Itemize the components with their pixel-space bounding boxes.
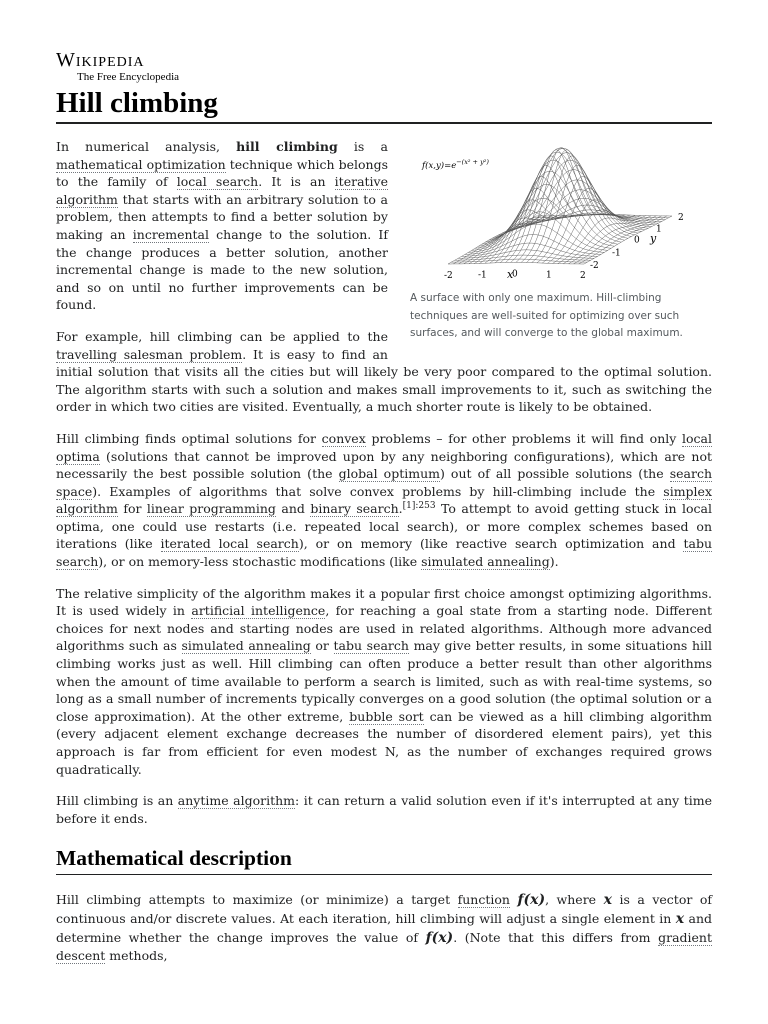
paragraph-convex: Hill climbing finds optimal solutions for convex problems – for other problems it will find only local optima (solutions that cannot be improved upon by any neighboring configurations), which are not necessarily the best possible solution (the global optimum) out of all possible solutions (the search space). Examples of algorithms that solve convex problems by hill-climbing include the simplex algorithm for linear programming and binary search.$^{[1]:253}$ To attempt to avoid getting stuck in local optima, one could use restarts (i.e. repeated local search), or more complex schemes based on iterations (like iterated local search), or on memory (like reactive search optimization and tabu search), or on memory-less stochastic modifications (like simulated annealing). (56, 430, 712, 570)
link-function[interactable]: function (457, 892, 510, 908)
x-tick-label: -1 (478, 270, 487, 281)
x-tick-label: 0 (512, 269, 518, 280)
paragraph-intro: In numerical analysis, hill climbing is a mathematical optimization technique which belongs to the family of local search. It is an iterative algorithm that starts with an arbitrary solution to a problem, then attempts to find a better solution by making an incremental change to the solution. If the change produces a better solution, another incremental change is made to the new solution, and so on until no further improvements can be found. (56, 139, 388, 313)
figure-hill-surface (410, 138, 712, 343)
mesh-line (485, 200, 573, 263)
y-axis-label: y (650, 232, 657, 245)
link-simulated-annealing[interactable]: simulated annealing (421, 554, 550, 570)
mesh-line (489, 152, 625, 240)
y-tick-label: 1 (656, 224, 662, 235)
page-title: Hill climbing (56, 86, 712, 124)
link-convex[interactable]: convex (321, 430, 366, 446)
paragraph-example: For example, hill climbing can be applied to the travelling salesman problem. It is easy to find an initial solution that visits all the cities but will likely be very poor compared to the optimal solution. The algorithm starts with such a solution and makes small improvements to it, such as switching the order in which two cities are visited. Eventually, a much shorter route is likely to be obtained. (56, 328, 712, 415)
link-artificial-intelligence[interactable]: artificial intelligence (191, 603, 326, 619)
link-travelling-salesman-problem[interactable]: travelling salesman problem (56, 346, 243, 362)
mesh-line (464, 216, 552, 264)
link-local-search[interactable]: local search (176, 174, 259, 190)
mesh-line (492, 148, 628, 238)
math-x: x (603, 892, 612, 909)
wikipedia-logo[interactable] (56, 50, 712, 86)
mesh-line (500, 165, 588, 262)
article-body (56, 138, 712, 965)
figure-caption: A surface with only one maximum. Hill-climbing techniques are well-suited for optimizing over such surfaces, and will converge to the global maximum. (410, 292, 683, 339)
math-f-of-x-2: f(x) (425, 929, 454, 946)
link-simplex-algorithm[interactable]: simplex algorithm (56, 483, 712, 517)
mesh-line (516, 148, 604, 263)
link-iterative-algorithm[interactable]: iterative algorithm (56, 174, 388, 207)
x-tick-label: 2 (580, 271, 586, 281)
link-tabu-search[interactable]: tabu search (56, 536, 712, 570)
link-tabu-search-2[interactable]: tabu search (333, 638, 409, 654)
link-global-optimum[interactable]: global optimum (338, 466, 440, 482)
link-anytime-algorithm[interactable]: anytime algorithm (177, 793, 295, 809)
mesh-line (521, 150, 609, 263)
term-hill-climbing: hill climbing (236, 139, 338, 154)
y-tick-label: 2 (678, 213, 684, 223)
link-bubble-sort[interactable]: bubble sort (349, 708, 424, 724)
x-tick-label: -2 (444, 271, 453, 281)
x-axis-ticks (444, 269, 586, 281)
reference-1[interactable]: [1]:253 (402, 501, 436, 512)
logo-wordmark: Wikipedia (56, 49, 145, 71)
math-x-2: x (675, 910, 685, 927)
link-binary-search[interactable]: binary search (310, 501, 399, 517)
link-linear-programming[interactable]: linear programming (146, 501, 276, 517)
link-incremental[interactable]: incremental (132, 226, 209, 242)
link-mathematical-optimization[interactable]: mathematical optimization (56, 156, 226, 172)
link-local-optima[interactable]: local optima (56, 430, 712, 464)
link-simulated-annealing-2[interactable]: simulated annealing (181, 638, 311, 654)
article-page (56, 0, 712, 979)
section-heading-mathematical-description: Mathematical description (56, 845, 712, 875)
paragraph-simplicity: The relative simplicity of the algorithm makes it a popular first choice amongst optimizing algorithms. It is used widely in artificial intelligence, for reaching a goal state from a starting node. Different choices for next nodes and starting nodes are used in related algorithms. Although more advanced algorithms such as simulated annealing or tabu search may give better results, in some situations hill climbing works just as well. Hill climbing can often produce a better result than other algorithms when the amount of time available to perform a search is limited, such as with real-time systems, so long as a small number of increments typically converges on a good solution (the optimal solution or a close approximation). At the other extreme, bubble sort can be viewed as a hill climbing algorithm (every adjacent element exchange decreases the number of disordered element pairs), yet this approach is far from efficient for even modest N, as the number of exchanges required grows quadratically. (56, 585, 713, 777)
link-search-space[interactable]: search space (56, 466, 712, 499)
paragraph-math: Hill climbing attempts to maximize (or minimize) a target function f(x), where x is a vector of continuous and/or discrete values. At each iteration, hill climbing will adjust a single element in x and determine whether the change improves the value of f(x). (Note that this differs from gradient descent methods, (56, 892, 712, 964)
paragraph-anytime: Hill climbing is an anytime algorithm: it can return a valid solution even if it's interrupted at any time before it ends. (56, 793, 713, 826)
y-tick-label: 0 (634, 235, 640, 246)
math-f-of-x: f(x) (517, 892, 546, 909)
x-tick-label: 1 (546, 270, 552, 281)
logo-tagline: The Free Encyclopedia (77, 71, 180, 83)
y-tick-label: -2 (590, 261, 599, 271)
y-tick-label: -1 (612, 248, 621, 259)
mesh-line (553, 210, 641, 264)
link-iterated-local-search[interactable]: iterated local search (160, 536, 299, 552)
x-axis-label: x (507, 268, 514, 281)
plot-formula: $f(x,y)=e^{-(x^2 + y^2)}$ (422, 158, 489, 171)
surface-plot (410, 138, 712, 288)
link-gradient-descent[interactable]: gradient descent (56, 929, 712, 964)
